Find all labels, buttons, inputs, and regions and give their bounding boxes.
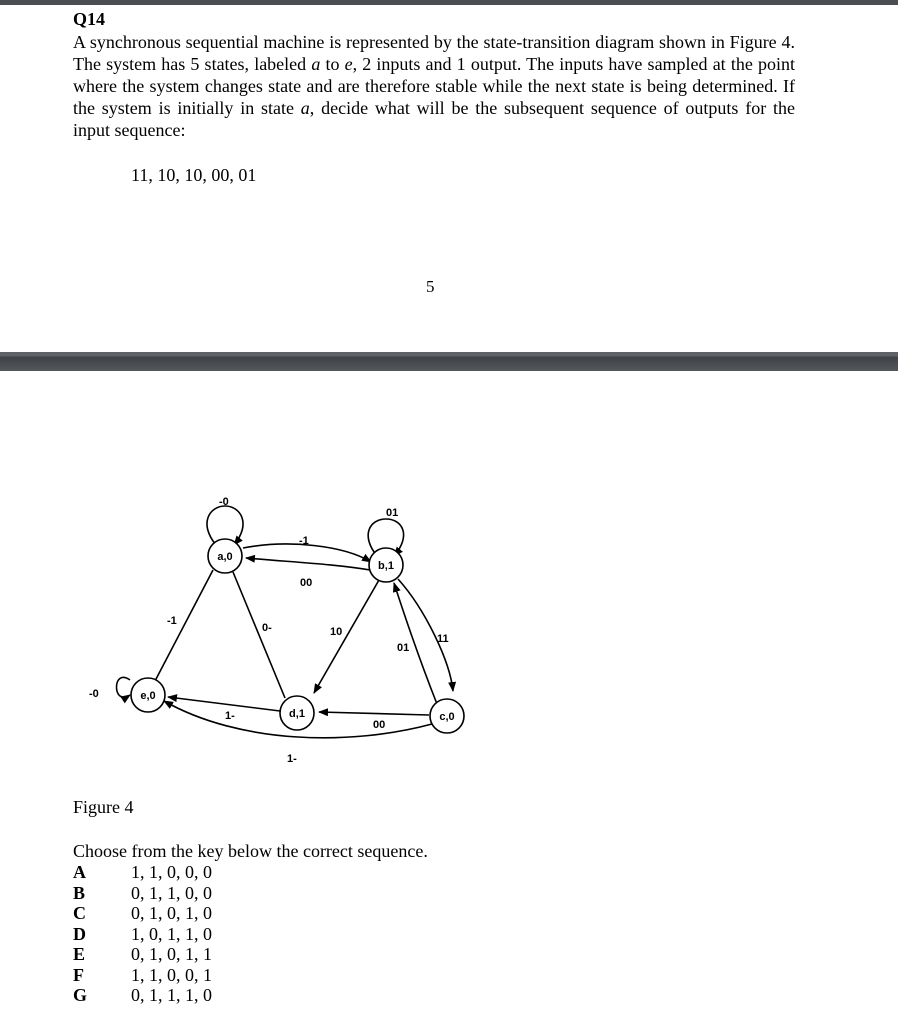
label-c-b: 01: [397, 642, 410, 654]
state-e-label: e,0: [140, 690, 156, 702]
option-value: 1, 1, 0, 0, 0: [131, 862, 212, 882]
option-letter: G: [73, 985, 88, 1005]
edge-b-d: [314, 580, 379, 693]
edge-d-e: [168, 697, 280, 711]
label-b-c: 11: [437, 633, 449, 645]
option-value: 1, 0, 1, 1, 0: [131, 923, 212, 944]
loop-e: [117, 677, 131, 697]
question-text-part-3: , 2 inputs and 1 output. The inputs have sampled at the point where the system changes state and are therefore stable while the next state is being determined. If the system is initially in state: [73, 54, 795, 118]
question-title: Q14: [73, 9, 106, 29]
page-top-bar: [0, 0, 898, 5]
label-a-self: -0: [219, 496, 229, 508]
question-text: [73, 31, 795, 141]
edge-c-d: [319, 712, 429, 715]
edge-a-d: [233, 572, 285, 698]
input-sequence: 11, 10, 10, 00, 01: [131, 165, 257, 185]
label-a-b: -1: [299, 535, 309, 547]
label-c-d: 00: [373, 719, 386, 731]
option-letter: E: [73, 944, 86, 964]
label-a-d: 0-: [262, 622, 272, 634]
label-b-d: 10: [330, 626, 343, 638]
label-e-self: -0: [89, 688, 99, 700]
option-letter: F: [73, 964, 84, 985]
option-letter: D: [73, 923, 86, 944]
question-text-part-1: A synchronous sequential machine is represented by the state-transition diagram shown in Figure 4. The system has 5 states, labeled: [73, 32, 795, 74]
option-value: 0, 1, 0, 1, 1: [131, 944, 212, 964]
figure-caption: Figure 4: [73, 797, 134, 817]
question-text-part-2: to: [320, 54, 345, 74]
label-b-a: 00: [300, 577, 313, 589]
label-a-e: -1: [167, 615, 177, 627]
page-number: 5: [426, 277, 435, 296]
choose-prompt: Choose from the key below the correct sequence.: [73, 841, 428, 861]
state-transition-diagram: [0, 371, 898, 791]
var-e: e: [344, 54, 353, 74]
option-value: 0, 1, 1, 0, 0: [131, 882, 212, 903]
option-letter: C: [73, 903, 86, 923]
question-text-part-4: , decide what will be the subsequent sequence of outputs for the input sequence:: [73, 98, 795, 140]
label-b-self: 01: [386, 507, 399, 519]
option-value: 0, 1, 0, 1, 0: [131, 903, 212, 923]
edge-b-a: [246, 558, 370, 570]
label-c-e: 1-: [287, 753, 297, 765]
page-separator: [0, 352, 898, 371]
state-d-label: d,1: [289, 708, 305, 720]
edge-a-e: [155, 570, 213, 681]
state-c-label: c,0: [439, 711, 455, 723]
label-d-e: 1-: [225, 710, 235, 722]
option-letter: A: [73, 862, 86, 882]
state-a-label: a,0: [217, 551, 233, 563]
var-a: a: [311, 54, 321, 74]
option-value: 0, 1, 1, 1, 0: [131, 985, 212, 1005]
var-a-2: a: [300, 98, 310, 118]
option-letter: B: [73, 882, 86, 903]
option-value: 1, 1, 0, 0, 1: [131, 964, 212, 985]
state-b-label: b,1: [378, 560, 394, 572]
